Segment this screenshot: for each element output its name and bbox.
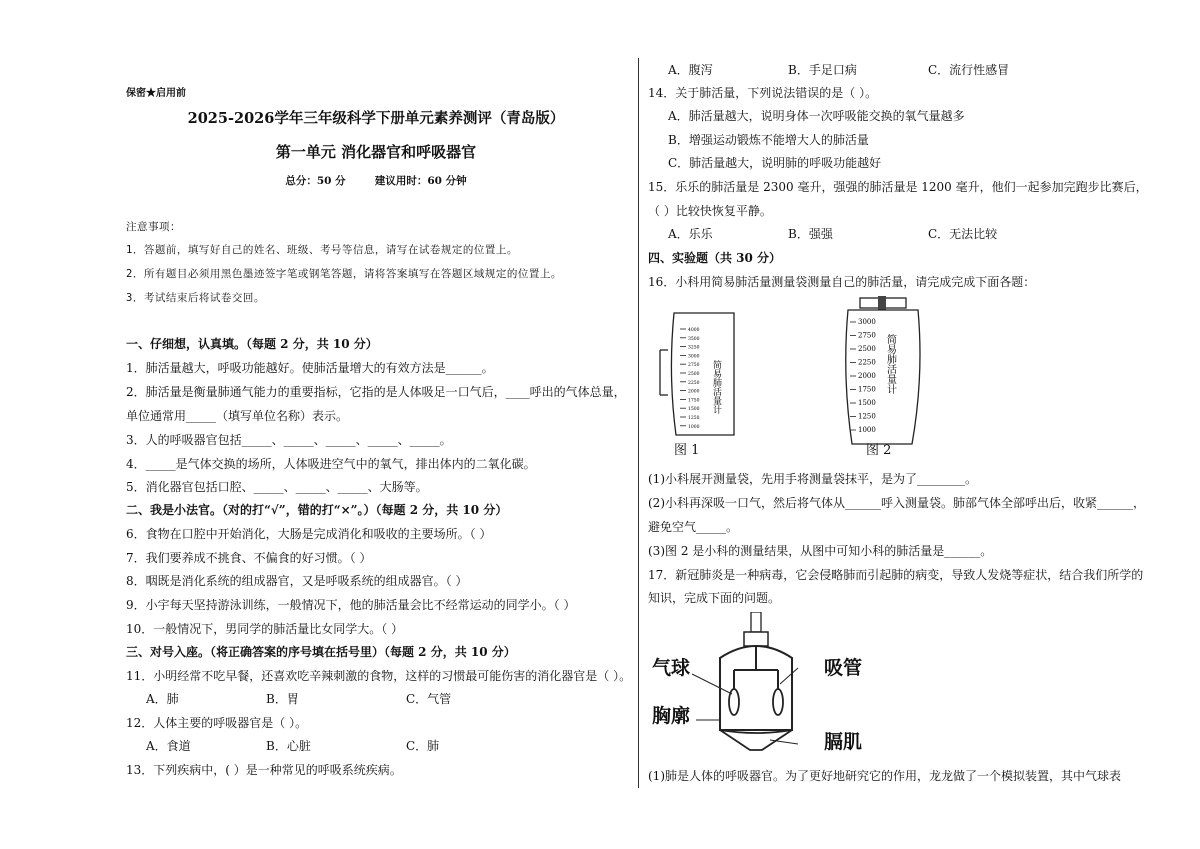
scale-label: 2250 xyxy=(688,380,700,386)
question-2: 2．肺活量是衡量肺通气能力的重要指标，它指的是人体吸足一口气后，____呼出的气体总量， xyxy=(126,385,626,399)
question-17-cont: 知识，完成下面的问题。 xyxy=(648,591,781,605)
note-item: 1．答题前，填写好自己的姓名、班级、考号等信息，请写在试卷规定的位置上。 xyxy=(126,244,518,256)
question-16-3: (3)图 2 是小科的测量结果，从图中可知小科的肺活量是______。 xyxy=(648,544,993,558)
scale-label: 3000 xyxy=(688,354,700,360)
question-16: 16．小科用简易肺活量测量袋测量自己的肺活量，请完成完成下面各题： xyxy=(648,275,1036,289)
label-balloon: 气球 xyxy=(652,657,691,679)
question-1: 1．肺活量越大，呼吸功能越好。使肺活量增大的有效方法是______。 xyxy=(126,361,494,375)
option-b: B．心脏 xyxy=(266,739,311,753)
notes-heading: 注意事项： xyxy=(126,221,181,233)
exam-title: 2025-2026学年三年级科学下册单元素养测评（青岛版） xyxy=(187,110,565,127)
option-a: A．肺 xyxy=(146,692,179,706)
column-divider xyxy=(638,58,639,788)
label-straw: 吸管 xyxy=(824,657,863,679)
section-heading: 三、对号入座。（将正确答案的序号填在括号里）（每题 2 分，共 10 分） xyxy=(126,645,516,659)
figure-2-label: 图 2 xyxy=(866,443,892,458)
question-13: 13．下列疾病中，( ）是一种常见的呼吸系统疾病。 xyxy=(126,763,402,777)
bag-vertical-text: 简易肺活量计 xyxy=(884,334,896,394)
scale-label: 4000 xyxy=(688,328,700,333)
question-15: 15．乐乐的肺活量是 2300 毫升，强强的肺活量是 1200 毫升，他们一起参加完跑步比赛后， xyxy=(648,180,1148,194)
option-c: C．流行性感冒 xyxy=(928,63,1010,77)
section-heading: 二、我是小法官。（对的打“√”，错的打“×”。）（每题 2 分，共 10 分） xyxy=(126,503,508,517)
scale-label: 2750 xyxy=(858,331,876,340)
scale-label: 1250 xyxy=(688,416,700,421)
note-item: 3．考试结束后将试卷交回。 xyxy=(126,292,265,304)
section-heading: 一、仔细想，认真填。（每题 2 分，共 10 分） xyxy=(126,337,378,351)
confidential-mark: 保密★启用前 xyxy=(126,88,186,99)
question-17: 17．新冠肺炎是一种病毒，它会侵略肺而引起肺的病变，导致人发烧等症状，结合我们所学的 xyxy=(648,568,1144,582)
scale-label: 2750 xyxy=(688,363,700,369)
label-diaphragm: 膈肌 xyxy=(824,731,863,753)
option-c: C．气管 xyxy=(406,692,452,706)
scale-label: 2000 xyxy=(688,389,700,395)
question-7: 7．我们要养成不挑食、不偏食的好习惯。（ ） xyxy=(126,551,372,565)
question-9: 9．小宇每天坚持游泳训练，一般情况下，他的肺活量会比不经常运动的同学小。（ ） xyxy=(126,598,576,612)
scale-label: 2500 xyxy=(858,345,876,353)
bag-vertical-text: 简易肺活量计 xyxy=(711,360,721,414)
option-c: C．无法比较 xyxy=(928,227,998,241)
question-16-1: (1)小科展开测量袋，先用手将测量袋抹平，是为了________。 xyxy=(648,472,978,486)
option-a: A．乐乐 xyxy=(668,227,713,241)
scale-label: 3000 xyxy=(858,318,876,326)
option-a: A．腹泻 xyxy=(668,63,713,77)
scale-label: 3250 xyxy=(688,345,700,351)
question-3: 3．人的呼吸器官包括_____、_____、_____、_____、_____。 xyxy=(126,433,452,447)
scale-label: 1000 xyxy=(688,424,700,430)
question-16-2-cont: 避免空气_____。 xyxy=(648,520,739,534)
question-2-cont: 单位通常用_____（填写单位名称）表示。 xyxy=(126,409,349,423)
option-c: C．肺活量越大，说明肺的呼吸功能越好 xyxy=(668,156,882,170)
label-thorax: 胸廓 xyxy=(652,705,691,727)
scale-label: 1750 xyxy=(858,385,876,394)
question-11: 11．小明经常不吃早餐，还喜欢吃辛辣刺激的食物，这样的习惯最可能伤害的消化器官是（ ）。 xyxy=(126,669,632,683)
option-c: C．肺 xyxy=(406,739,440,753)
question-14: 14．关于肺活量，下列说法错误的是（ ）。 xyxy=(648,86,878,100)
question-10: 10．一般情况下，男同学的肺活量比女同学大。（ ） xyxy=(126,622,404,636)
question-16-2: (2)小科再深吸一口气，然后将气体从______呼入测量袋。肺部气体全部呼出后，收紧______， xyxy=(648,496,1146,510)
question-15-cont: （ ）比较快恢复平静。 xyxy=(648,204,772,218)
scale-label: 2250 xyxy=(858,358,876,367)
option-b: B．增强运动锻炼不能增大人的肺活量 xyxy=(668,133,869,147)
question-12: 12．人体主要的呼吸器官是（ ）。 xyxy=(126,716,308,730)
scale-label: 1750 xyxy=(688,398,700,404)
score-info: 总分：50 分 建议用时：60 分钟 xyxy=(285,175,467,187)
figure-1-label: 图 1 xyxy=(674,443,700,458)
unit-title: 第一单元 消化器官和呼吸器官 xyxy=(275,143,477,161)
option-a: A．食道 xyxy=(146,739,191,753)
section-heading: 四、实验题（共 30 分） xyxy=(648,251,782,265)
question-17-1: (1)肺是人体的呼吸器官。为了更好地研究它的作用，龙龙做了一个模拟装置，其中气球表 xyxy=(648,769,1122,783)
figure-2-bag xyxy=(838,296,928,456)
scale-label: 2000 xyxy=(858,372,876,380)
scale-label: 1500 xyxy=(858,399,876,407)
scale-label: 2500 xyxy=(688,372,700,377)
option-a: A．肺活量越大，说明身体一次呼吸能交换的氧气量越多 xyxy=(668,109,965,123)
question-6: 6．食物在口腔中开始消化，大肠是完成消化和吸收的主要场所。（ ） xyxy=(126,527,492,541)
option-b: B．胃 xyxy=(266,692,299,706)
note-item: 2．所有题目必须用黑色墨迹签字笔或钢笔答题，请将答案填写在答题区域规定的位置上。 xyxy=(126,268,562,280)
question-5: 5．消化器官包括口腔、_____、_____、_____、大肠等。 xyxy=(126,480,428,494)
option-b: B．强强 xyxy=(788,227,833,241)
option-b: B．手足口病 xyxy=(788,63,857,77)
figure-1-bag xyxy=(654,305,744,455)
scale-label: 1250 xyxy=(858,412,876,421)
scale-label: 1000 xyxy=(858,426,876,434)
scale-label: 1500 xyxy=(688,407,700,413)
question-4: 4．_____是气体交换的场所，人体吸进空气中的氧气，排出体内的二氧化碳。 xyxy=(126,457,536,471)
question-8: 8．咽既是消化系统的组成器官，又是呼吸系统的组成器官。（ ） xyxy=(126,574,468,588)
scale-label: 3500 xyxy=(688,336,700,342)
